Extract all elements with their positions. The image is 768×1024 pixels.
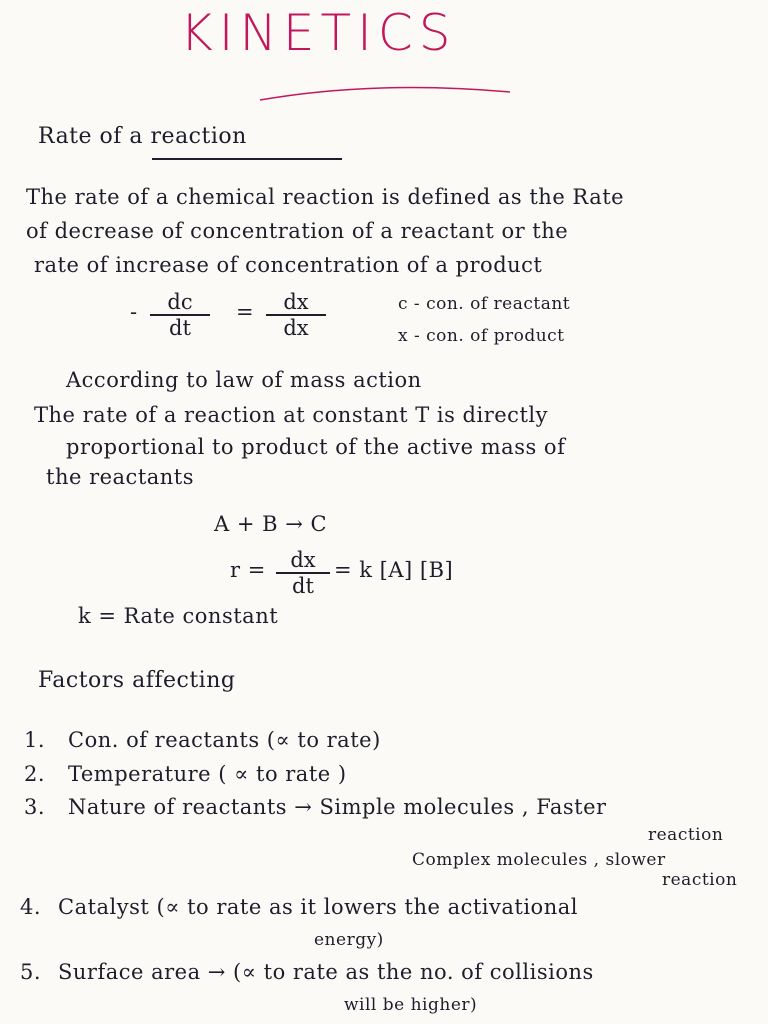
fraction-denominator: dt (292, 574, 314, 598)
fraction-numerator: dc (150, 290, 210, 316)
fraction-dc-dt (150, 290, 210, 340)
title-underline (255, 78, 515, 108)
minus-sign: - (130, 300, 138, 324)
factor-1-number: 1. (24, 728, 46, 752)
factor-5-number: 5. (20, 960, 42, 984)
rate-symbol: r = (230, 558, 266, 582)
fraction-dx-dt (276, 548, 330, 598)
legend-x: x - con. of product (398, 326, 565, 346)
reaction-equation: A + B → C (214, 512, 328, 536)
law-heading: According to law of mass action (66, 368, 422, 392)
factor-3-line-4: reaction (662, 870, 738, 890)
definition-line-1: The rate of a chemical reaction is defined as the Rate (26, 185, 625, 209)
factor-3-line-3: Complex molecules , slower (412, 850, 666, 870)
heading-underline (152, 158, 342, 160)
rate-law-rhs: = k [A] [B] (334, 558, 454, 582)
definition-line-2: of decrease of concentration of a reactant or the (26, 219, 569, 243)
law-line-1: The rate of a reaction at constant T is directly (34, 403, 548, 427)
factor-3-text: Nature of reactants → Simple molecules , Faster (68, 795, 607, 819)
factor-4-line-2: energy) (314, 930, 384, 950)
factor-4-text: Catalyst (∝ to rate as it lowers the activational (58, 895, 578, 919)
legend-c: c - con. of reactant (398, 294, 571, 314)
section-heading-factors: Factors affecting (38, 668, 236, 693)
law-line-2: proportional to product of the active mass of (66, 435, 566, 459)
factor-5-line-2: will be higher) (344, 995, 478, 1015)
equals-sign: = (236, 300, 255, 324)
fraction-numerator: dx (266, 290, 326, 316)
fraction-numerator: dx (276, 548, 330, 574)
page-title: KINETICS (180, 4, 457, 62)
fraction-dx-dx (266, 290, 326, 340)
fraction-denominator: dt (169, 316, 191, 340)
law-line-3: the reactants (46, 465, 195, 489)
factor-5-text: Surface area → (∝ to rate as the no. of collisions (58, 960, 594, 984)
definition-line-3: rate of increase of concentration of a product (34, 253, 543, 277)
factor-4-number: 4. (20, 895, 42, 919)
factor-3-line-2: reaction (648, 825, 724, 845)
section-heading-rate: Rate of a reaction (38, 124, 247, 149)
factor-2-number: 2. (24, 762, 46, 786)
rate-constant-definition: k = Rate constant (78, 604, 279, 628)
factor-3-number: 3. (24, 795, 46, 819)
factor-1-text: Con. of reactants (∝ to rate) (68, 728, 381, 752)
factor-2-text: Temperature ( ∝ to rate ) (68, 762, 347, 786)
fraction-denominator: dx (283, 316, 309, 340)
